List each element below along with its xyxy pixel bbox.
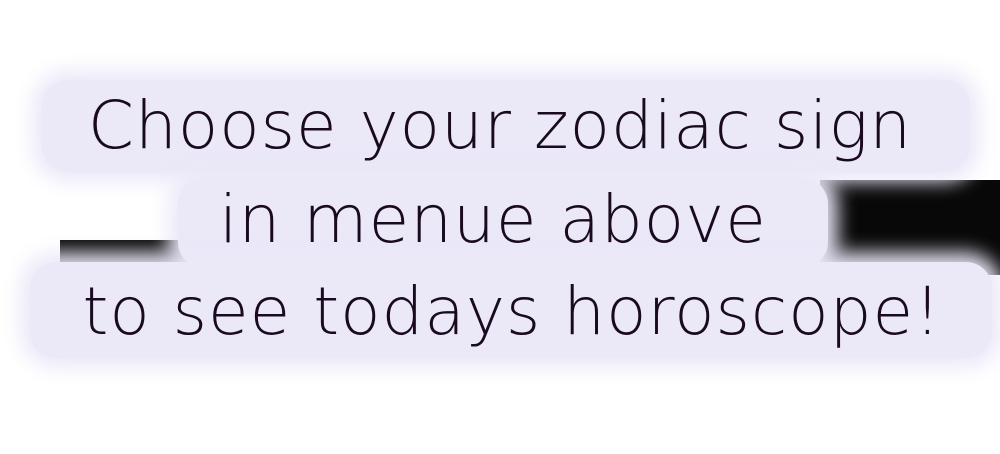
message-line-1: Choose your zodiac sign — [87, 87, 913, 164]
message-line-2: in menue above — [219, 181, 767, 258]
message-line-3: to see todays horoscope! — [82, 273, 942, 350]
